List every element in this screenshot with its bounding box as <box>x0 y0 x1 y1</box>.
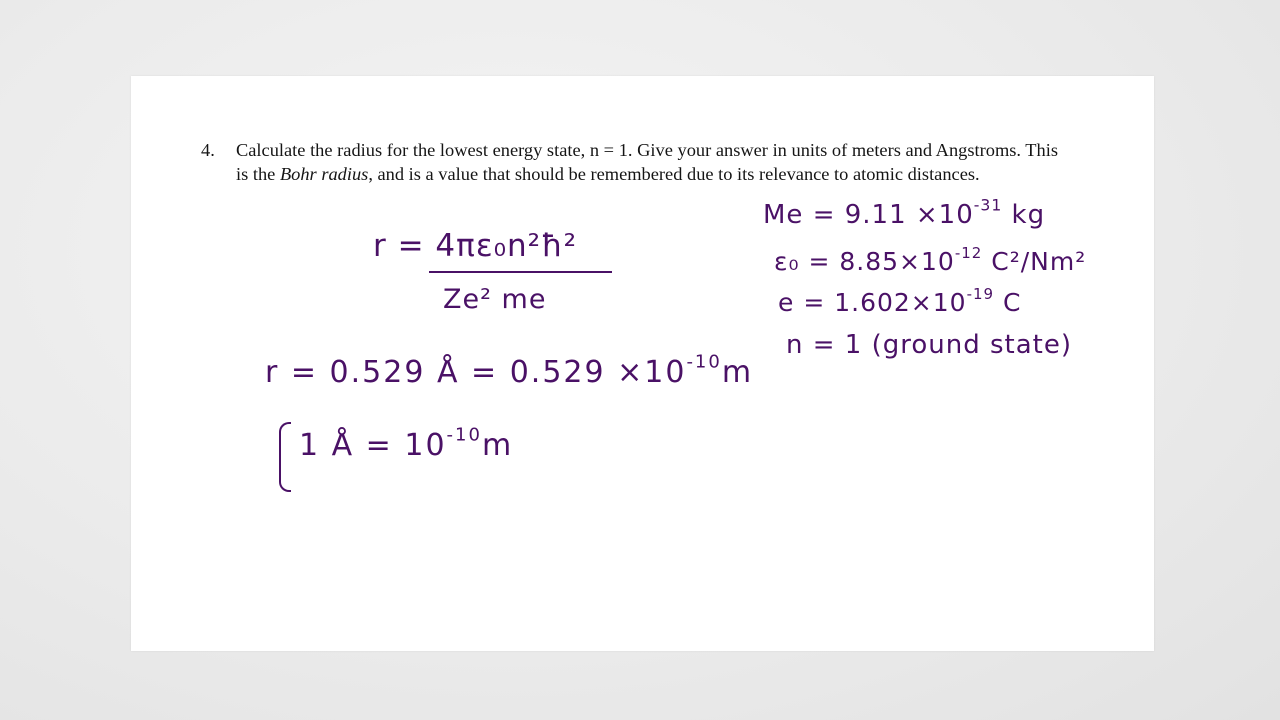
problem-text <box>236 138 1058 186</box>
constant-main: ε₀ = 8.85×10 <box>774 247 955 276</box>
result-main: r = 0.529 Å = 0.529 ×10 <box>265 355 687 390</box>
problem-text-part-2: , and is a value that should be remembered due to its relevance to atomic distances. <box>368 164 980 184</box>
constant-tail: kg <box>1002 200 1046 230</box>
result-exponent: -10 <box>686 351 722 373</box>
conversion-unit: m <box>481 428 514 463</box>
problem-number: 4. <box>201 140 215 160</box>
constant-main: n = 1 (ground state) <box>786 330 1073 360</box>
constant-exponent: -19 <box>966 285 995 303</box>
problem-text-part-1: Calculate the radius for the lowest energy state, n = 1. Give your answer in units of meters and Angstroms. This is the <box>236 140 1058 184</box>
conversion-bracket <box>279 422 291 492</box>
constant-permittivity <box>774 244 1087 276</box>
constant-electron-mass <box>763 196 1046 230</box>
constant-electron-charge <box>778 285 1022 317</box>
conversion-line <box>299 424 514 463</box>
constant-main: e = 1.602×10 <box>778 288 967 317</box>
constant-tail: C <box>994 288 1022 317</box>
conversion-main: 1 Å = 10 <box>299 428 447 463</box>
problem-text-italic: Bohr radius <box>279 164 369 184</box>
formula-numerator: r = 4πε₀n²ħ² <box>373 228 578 264</box>
constant-main: Me = 9.11 ×10 <box>763 200 974 230</box>
constant-exponent: -12 <box>954 244 983 262</box>
result-line <box>265 351 754 390</box>
formula-denominator: Ze² me <box>443 284 547 315</box>
slide <box>131 76 1154 651</box>
fraction-bar <box>429 271 612 273</box>
constant-quantum-number <box>786 332 1072 358</box>
constant-exponent: -31 <box>973 196 1003 215</box>
result-unit: m <box>721 355 754 390</box>
conversion-exponent: -10 <box>446 424 482 446</box>
constant-tail: C²/Nm² <box>982 247 1087 276</box>
